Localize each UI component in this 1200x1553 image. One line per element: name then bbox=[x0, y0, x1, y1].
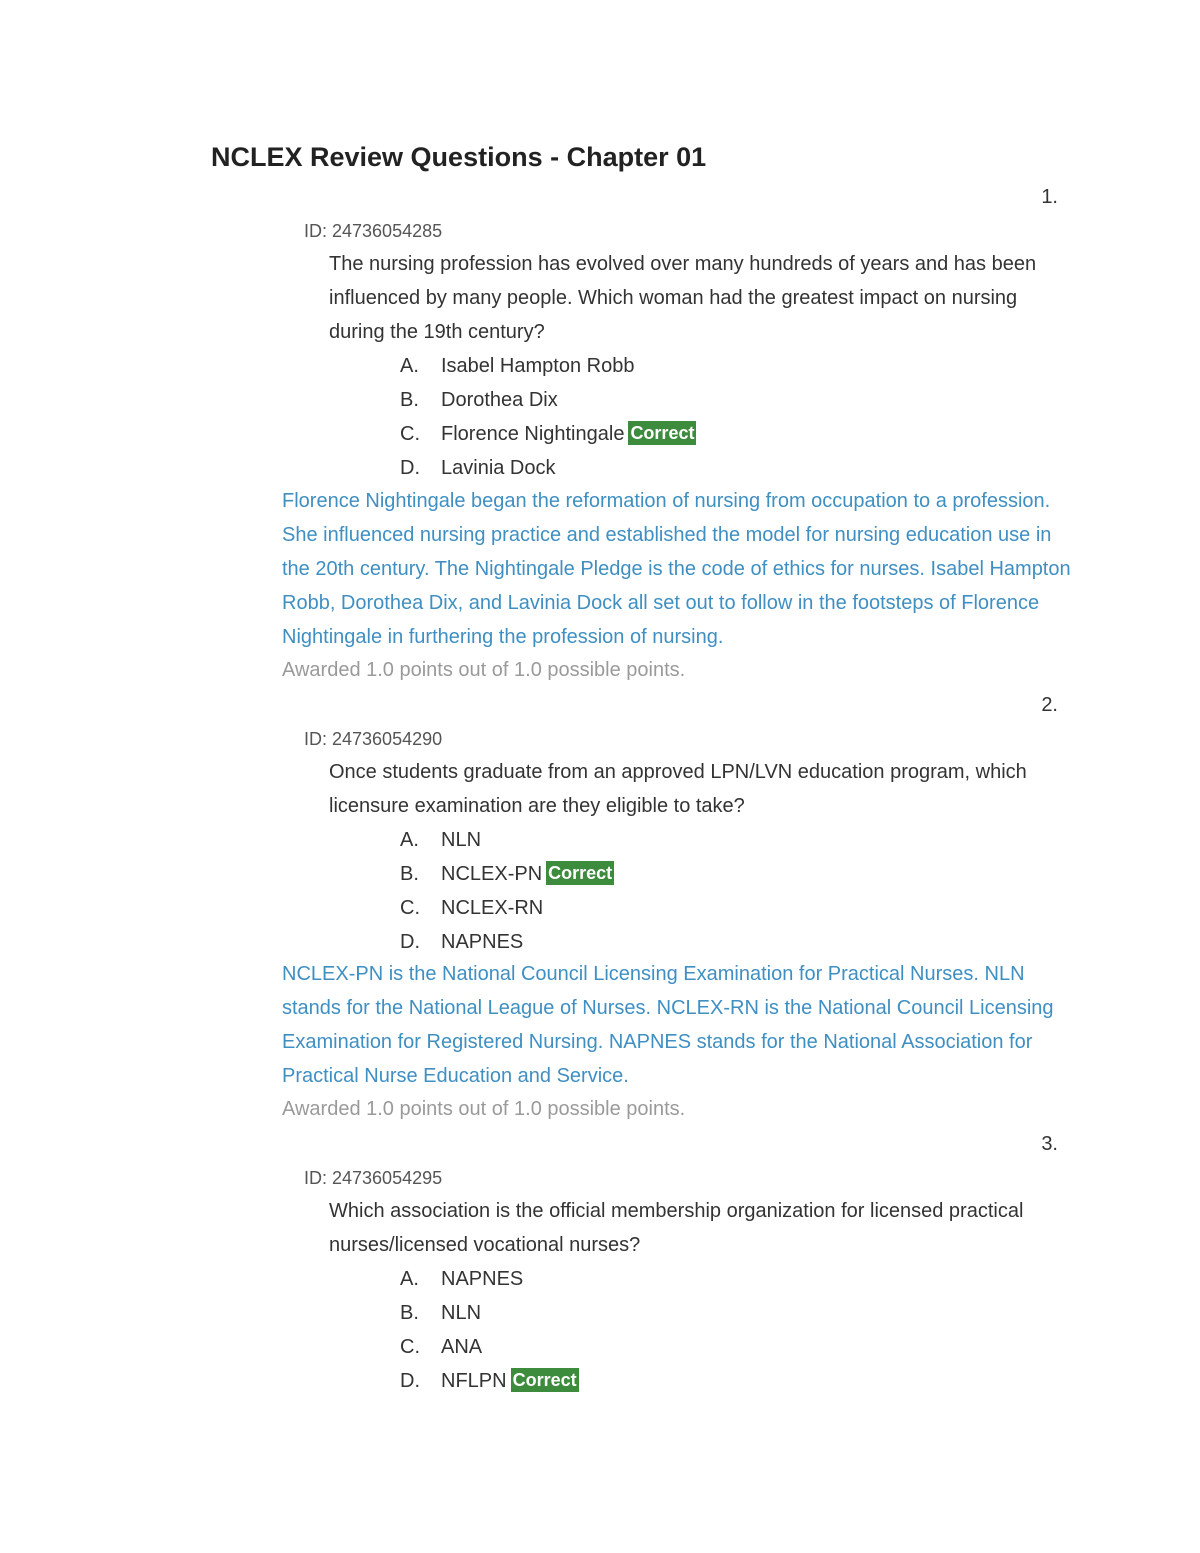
option-text: NLN bbox=[441, 829, 482, 851]
answer-options bbox=[400, 823, 614, 959]
question-number: 2. bbox=[1041, 694, 1058, 716]
answer-option-a bbox=[400, 823, 614, 857]
correct-badge: Correct bbox=[630, 423, 695, 443]
option-text: NAPNES bbox=[441, 931, 524, 953]
question-id: ID: 24736054290 bbox=[304, 729, 443, 749]
question-id: ID: 24736054285 bbox=[304, 221, 443, 241]
option-letter: B. bbox=[400, 1302, 419, 1324]
answer-option-a bbox=[400, 349, 696, 383]
option-text: Isabel Hampton Robb bbox=[441, 355, 635, 377]
option-text: NCLEX-PN bbox=[441, 863, 543, 885]
option-letter: A. bbox=[400, 1268, 419, 1290]
answer-rationale: NCLEX-PN is the National Council Licensing Examination for Practical Nurses. NLN stands for the National League of Nurses. NCLEX-RN is the National Council Licensing Examination for Registered Nursing. NAPNES stands for the National Association for Practical Nurse Education and Service. bbox=[282, 963, 1054, 1087]
option-text: Dorothea Dix bbox=[441, 389, 558, 411]
option-letter: D. bbox=[400, 1370, 420, 1392]
question-text: Once students graduate from an approved LPN/LVN education program, which licensure examination are they eligible to take? bbox=[329, 761, 1027, 817]
question-number: 1. bbox=[1041, 186, 1058, 208]
option-letter: D. bbox=[400, 931, 420, 953]
answer-option-d bbox=[400, 1364, 579, 1398]
option-letter: B. bbox=[400, 863, 419, 885]
points-awarded: Awarded 1.0 points out of 1.0 possible points. bbox=[282, 659, 686, 681]
question-text: Which association is the official membership organization for licensed practical nurses/licensed vocational nurses? bbox=[329, 1200, 1024, 1256]
answer-options bbox=[400, 349, 696, 485]
option-letter: C. bbox=[400, 897, 420, 919]
answer-option-d bbox=[400, 451, 696, 485]
answer-option-c bbox=[400, 891, 614, 925]
option-text: NFLPN bbox=[441, 1370, 507, 1392]
answer-option-b bbox=[400, 383, 696, 417]
option-text: NCLEX-RN bbox=[441, 897, 544, 919]
answer-option-b bbox=[400, 1296, 579, 1330]
option-letter: A. bbox=[400, 829, 419, 851]
answer-option-a bbox=[400, 1262, 579, 1296]
option-text: NAPNES bbox=[441, 1268, 524, 1290]
answer-rationale: Florence Nightingale began the reformation of nursing from occupation to a profession. She influenced nursing practice and established the model for nursing education use in the 20th century. The Nightingale Pledge is the code of ethics for nurses. Isabel Hampton Robb, Dorothea Dix, and Lavinia Dock all set out to follow in the footsteps of Florence Nightingale in furthering the profession of nursing. bbox=[282, 490, 1071, 648]
question-number: 3. bbox=[1041, 1133, 1058, 1155]
answer-options bbox=[400, 1262, 579, 1398]
option-letter: A. bbox=[400, 355, 419, 377]
option-text: ANA bbox=[441, 1336, 483, 1358]
option-text: Lavinia Dock bbox=[441, 457, 556, 479]
question-id: ID: 24736054295 bbox=[304, 1168, 443, 1188]
option-letter: C. bbox=[400, 423, 420, 445]
option-letter: B. bbox=[400, 389, 419, 411]
option-letter: C. bbox=[400, 1336, 420, 1358]
correct-badge: Correct bbox=[512, 1370, 577, 1390]
correct-badge: Correct bbox=[548, 863, 613, 883]
answer-option-c bbox=[400, 417, 696, 451]
document-title: NCLEX Review Questions - Chapter 01 bbox=[211, 142, 707, 172]
option-text: NLN bbox=[441, 1302, 482, 1324]
answer-option-d bbox=[400, 925, 614, 959]
option-text: Florence Nightingale bbox=[441, 423, 625, 445]
question-text: The nursing profession has evolved over many hundreds of years and has been influenced by many people. Which woman had the greatest impact on nursing during the 19th century? bbox=[329, 253, 1037, 343]
answer-option-c bbox=[400, 1330, 579, 1364]
answer-option-b bbox=[400, 857, 614, 891]
option-letter: D. bbox=[400, 457, 420, 479]
points-awarded: Awarded 1.0 points out of 1.0 possible points. bbox=[282, 1098, 686, 1120]
